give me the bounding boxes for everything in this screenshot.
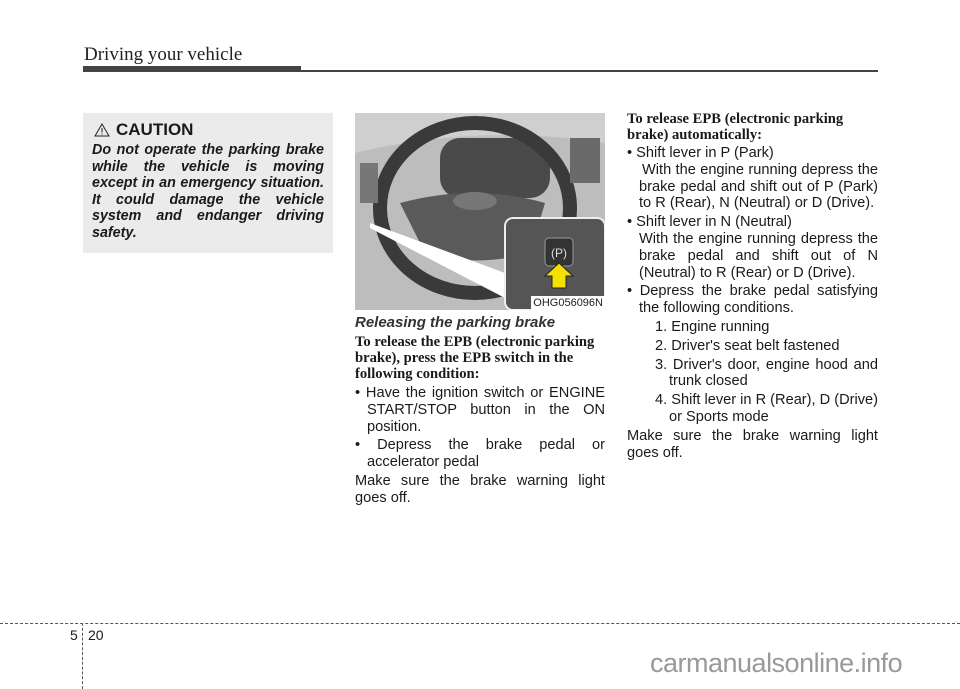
subheading: Releasing the parking brake: [355, 314, 556, 331]
footer-divider: [82, 623, 83, 689]
bullet-item: • Shift lever in P (Park): [627, 145, 774, 161]
caution-text: Do not operate the parking brake while the vehicle is moving except in an emergency situation. It could damage the vehicle system and endanger driving safety.: [92, 142, 324, 241]
chapter-number: 5: [70, 627, 78, 643]
caution-heading: [94, 120, 324, 140]
bullet-text: Shift lever in P (Park): [636, 145, 774, 161]
figure-caption: OHG056096N: [533, 297, 603, 309]
heading: To release EPB (electronic parking brake) automatically:: [627, 111, 844, 143]
bullet-text: Shift lever in N (Neutral): [636, 214, 792, 231]
page-number: 20: [88, 627, 104, 643]
release-auto-section: [627, 111, 878, 461]
epb-switch-illustration: [355, 113, 605, 310]
caution-box: [83, 113, 333, 253]
warning-triangle-icon: [94, 123, 110, 137]
bullet-detail: With the engine running depress the brake pedal and shift out of N (Neutral) to R (Rear) or D (Drive).: [639, 230, 878, 281]
section-title: Driving your vehicle: [84, 44, 243, 65]
dashboard-drawing: [355, 113, 605, 310]
note-text: Make sure the brake warning light goes off.: [355, 472, 605, 506]
release-manual-section: [355, 314, 605, 507]
header-rule-thin: [300, 70, 878, 72]
condition-item: 1. Engine running: [655, 318, 770, 335]
condition-item: 3. Driver's door, engine hood and trunk closed: [655, 356, 878, 390]
bullet-item: • Depress the brake pedal satisfying the following conditions.: [627, 283, 878, 317]
caution-title: CAUTION: [116, 120, 194, 139]
watermark: carmanualsonline.info: [650, 648, 903, 678]
bullet-text: Depress the brake pedal or accelerator pedal: [367, 437, 605, 471]
condition-item: 4. Shift lever in R (Rear), D (Drive) or Sports mode: [655, 392, 879, 425]
bullet-text: Depress the brake pedal satisfying the following conditions.: [639, 283, 878, 317]
bullet-item: • Have the ignition switch or ENGINE START/STOP button in the ON position.: [355, 385, 605, 435]
bullet-text: Have the ignition switch or ENGINE START/STOP button in the ON position.: [365, 385, 605, 435]
note-text: Make sure the brake warning light goes off.: [627, 427, 878, 461]
footer-rule: [0, 623, 960, 624]
bullet-item: • Depress the brake pedal or accelerator pedal: [355, 437, 605, 471]
epb-button-symbol: (P): [551, 246, 567, 260]
bullet-detail: With the engine running depress the brake pedal and shift out of P (Park) to R (Rear), N (Neutral) or D (Drive).: [639, 161, 878, 212]
condition-item: 2. Driver's seat belt fastened: [655, 337, 840, 354]
bullet-item: • Shift lever in N (Neutral): [627, 214, 792, 231]
header-rule-thick: [83, 66, 301, 72]
intro-text: To release the EPB (electronic parking brake), press the EPB switch in the following condition:: [355, 334, 595, 382]
